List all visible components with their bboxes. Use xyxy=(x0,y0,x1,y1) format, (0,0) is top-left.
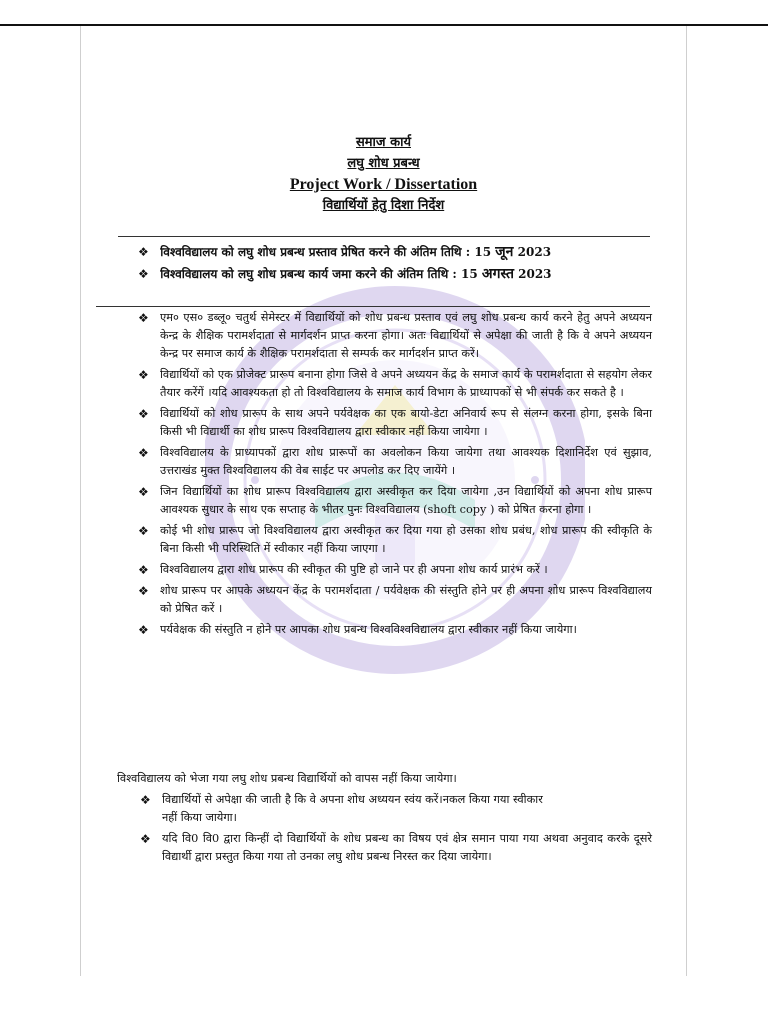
deadline-top-rule xyxy=(118,236,650,237)
guideline-text: विश्वविद्यालय द्वारा शोध प्रारूप की स्वीकृत की पुष्टि हो जाने पर ही अपना शोध कार्य प्रारंभ करें । xyxy=(160,563,548,576)
guideline-text: कोई भी शोध प्रारूप जो विश्वविद्यालय द्वारा अस्वीकृत कर दिया गया हो उसका शोध प्रबंध, शोध प्रारूप की स्वीकृति के बिना किसी भी परिस्थिति में स्वीकार नहीं किया जाएगा । xyxy=(160,524,652,555)
guideline-text: यदि वि0 वि0 द्वारा किन्हीं दो विद्यार्थियों के शोध प्रबन्ध का विषय एवं क्षेत्र समान पाया गया अथवा अनुवाद करके दूसरे विद्यार्थी द्वारा प्रस्तुत किया गया तो उनका लघु शोध प्रबन्ध निरस्त कर दिया जायेगा। xyxy=(162,832,652,863)
bullet-icon: ❖ xyxy=(138,563,149,577)
deadline-list xyxy=(138,241,658,285)
guideline-item xyxy=(138,582,652,618)
page-right-edge xyxy=(686,26,687,976)
guideline-item xyxy=(140,830,652,866)
bullet-icon: ❖ xyxy=(138,623,149,637)
tail-guideline-list xyxy=(140,791,652,869)
return-policy-line: विश्वविद्यालय को भेजा गया लघु शोध प्रबन्ध विद्यार्थियों को वापस नहीं किया जायेगा। xyxy=(117,772,457,785)
document-header xyxy=(81,132,686,216)
deadline-bottom-rule xyxy=(96,306,650,307)
header-title-english: Project Work / Dissertation xyxy=(289,176,478,193)
deadline-text: विश्वविद्यालय को लघु शोध प्रबन्ध प्रस्ताव प्रेषित करने की अंतिम तिथि : 15 xyxy=(160,245,492,259)
guideline-item xyxy=(138,621,652,639)
guideline-text: विद्यार्थियों को एक प्रोजेक्ट प्रारूप बनाना होगा जिसे वे अपने अध्ययन केंद्र के समाज कार्य के परामर्शदाता से सहयोग लेकर तैयार करेंगें ।यदि आवश्यकता हो तो विश्वविद्यालय के समाज कार्य विभाग के प्राध्यापकों से भी संपर्क कर सकते है । xyxy=(160,368,652,399)
guideline-text: पर्यवेक्षक की संस्तुति न होने पर आपका शोध प्रबन्ध विश्वविश्वविद्यालय द्वारा स्वीकार नहीं किया जायेगा। xyxy=(160,623,577,636)
guideline-list xyxy=(138,309,652,642)
header-title-hindi: लघु शोध प्रबन्ध xyxy=(347,156,420,171)
deadline-text: विश्वविद्यालय को लघु शोध प्रबन्ध कार्य जमा करने की अंतिम तिथि : 15 xyxy=(160,267,478,281)
guideline-text: विद्यार्थियों से अपेक्षा की जाती है कि वे अपना शोध अध्ययन स्वंय करें।नकल किया गया स्वीकार xyxy=(162,793,543,806)
deadline-item xyxy=(138,241,658,263)
header-subject: समाज कार्य xyxy=(356,135,411,150)
bullet-icon: ❖ xyxy=(138,584,149,598)
guideline-item xyxy=(138,444,652,480)
deadline-year: 2023 xyxy=(517,245,552,259)
guideline-item xyxy=(138,483,652,519)
top-border-line xyxy=(0,24,768,26)
bullet-icon: ❖ xyxy=(140,832,151,846)
deadline-month: जून xyxy=(495,244,514,260)
guideline-text: विद्यार्थियों को शोध प्रारूप के साथ अपने पर्यवेक्षक का एक बायो-डेटा अनिवार्य रूप से संलग्न करना होगा, इसके बिना किसी भी विद्यार्थी का शोध प्रारूप विश्वविद्यालय द्वारा स्वीकार नहीं किया जायेगा । xyxy=(160,407,652,438)
header-subtitle: विद्यार्थियों हेतु दिशा निर्देश xyxy=(322,198,445,213)
guideline-text: एम० एस० डब्लू० चतुर्थ सेमेस्टर में विद्यार्थियों को शोध प्रबन्ध प्रस्ताव एवं लघु शोध प्रबन्ध कार्य करने हेतु अपने अध्ययन केन्द्र के शैक्षिक परामर्शदाता से मार्गदर्शन प्राप्त करना होगा। अतः विद्यार्थियों से अपेक्षा की जाती है कि वे अपने अध्ययन केन्द्र पर समाज कार्य के शैक्षिक परामर्शदाता से सम्पर्क कर मार्गदर्शन प्राप्त करें। xyxy=(160,311,652,360)
guideline-item xyxy=(138,366,652,402)
guideline-text: शोध प्रारूप पर आपके अध्ययन केंद्र के परामर्शदाता / पर्यवेक्षक की संस्तुति होने पर ही अपना शोध प्रारूप विश्वविद्यालय को प्रेषित करें । xyxy=(160,584,652,615)
bullet-icon: ❖ xyxy=(138,407,149,421)
bullet-icon: ❖ xyxy=(138,245,149,259)
guideline-text-continued: नहीं किया जायेगा। xyxy=(162,811,237,824)
guideline-item xyxy=(140,791,652,827)
deadline-year: 2023 xyxy=(518,267,552,281)
bullet-icon: ❖ xyxy=(138,524,149,538)
deadline-item xyxy=(138,263,658,285)
guideline-item xyxy=(138,561,652,579)
guideline-item xyxy=(138,405,652,441)
guideline-text: जिन विद्यार्थियों का शोध प्रारूप विश्वविद्यालय द्वारा अस्वीकृत कर दिया जायेगा ,उन विद्यार्थियों को अपना शोध प्रारूप आवश्यक सुधार के साथ एक सप्ताह के भीतर पुनः विश्वविद्यालय (shoft copy ) को प्रेषित करना होगा । xyxy=(160,485,652,516)
bullet-icon: ❖ xyxy=(138,485,149,499)
bullet-icon: ❖ xyxy=(138,311,149,325)
guideline-item xyxy=(138,309,652,363)
bullet-icon: ❖ xyxy=(138,446,149,460)
bullet-icon: ❖ xyxy=(140,793,151,807)
guideline-item xyxy=(138,522,652,558)
bullet-icon: ❖ xyxy=(138,368,149,382)
guideline-text: विश्वविद्यालय के प्राध्यापकों द्वारा शोध प्रारूपों का अवलोकन किया जायेगा तथा आवश्यक दिशानिर्देश एवं सुझाव, उत्तराखंड मुक्त विश्वविद्यालय की वेब साईट पर अपलोड कर दिए जायेंगे । xyxy=(160,446,652,477)
bullet-icon: ❖ xyxy=(138,267,149,281)
deadline-month: अगस्त xyxy=(481,266,514,282)
